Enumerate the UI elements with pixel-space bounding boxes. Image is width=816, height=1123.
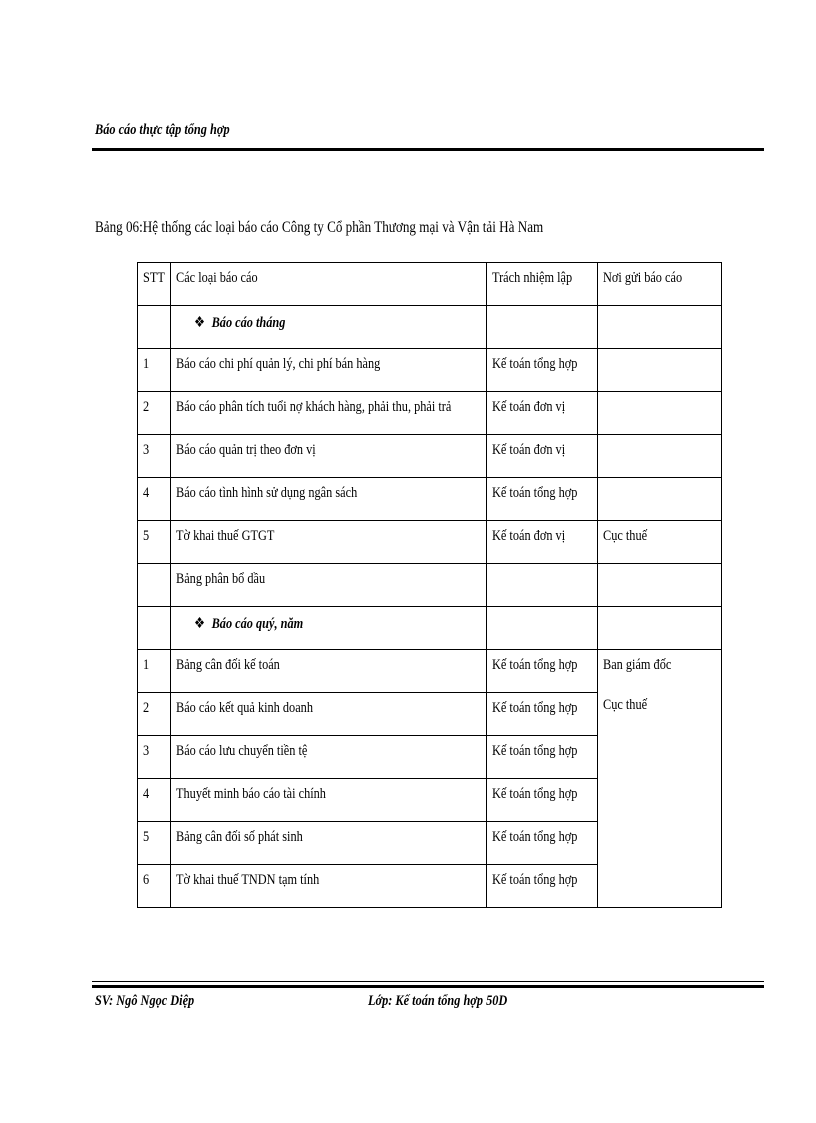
row-stt: 4 [143, 786, 150, 802]
footer-student-name: SV: Ngô Ngọc Diệp [95, 993, 195, 1009]
row-responsible: Kế toán tổng hợp [492, 356, 578, 372]
recipient-board-of-directors: Ban giám đốc [603, 657, 672, 673]
table-row [138, 564, 722, 607]
section-title-monthly: Báo cáo tháng [211, 315, 286, 331]
row-stt: 4 [143, 485, 150, 501]
row-report-name: Báo cáo lưu chuyển tiền tệ [176, 743, 308, 759]
row-stt: 2 [143, 399, 150, 415]
row-stt: 1 [143, 657, 150, 673]
row-stt: 1 [143, 356, 150, 372]
page-header-title: Báo cáo thực tập tổng hợp [95, 122, 230, 138]
row-responsible: Kế toán đơn vị [492, 528, 566, 544]
row-stt: 3 [143, 743, 150, 759]
section-title-quarterly: Báo cáo quý, năm [211, 616, 304, 632]
row-stt: 3 [143, 442, 150, 458]
table-header-row [138, 263, 722, 306]
recipient-tax-department: Cục thuế [603, 697, 648, 713]
row-responsible: Kế toán tổng hợp [492, 786, 578, 802]
row-report-name: Bảng cân đối kế toán [176, 657, 280, 673]
row-responsible: Kế toán tổng hợp [492, 743, 578, 759]
merged-recipient-cell [598, 650, 722, 908]
row-responsible: Kế toán đơn vị [492, 442, 566, 458]
section-row-quarterly [138, 607, 722, 650]
row-report-name: Bảng cân đối số phát sinh [176, 829, 303, 845]
row-recipient: Cục thuế [603, 528, 648, 544]
row-report-name: Tờ khai thuế GTGT [176, 528, 275, 544]
column-header-report-type: Các loại báo cáo [176, 270, 258, 286]
row-stt: 6 [143, 872, 150, 888]
table-row [138, 392, 722, 435]
column-header-responsible: Trách nhiệm lập [492, 270, 573, 286]
header-divider [92, 148, 764, 151]
row-responsible: Kế toán tổng hợp [492, 700, 578, 716]
column-header-stt: STT [143, 270, 165, 286]
report-types-table [137, 262, 722, 908]
row-responsible: Kế toán đơn vị [492, 399, 566, 415]
column-header-recipient: Nơi gửi báo cáo [603, 270, 683, 286]
row-stt: 2 [143, 700, 150, 716]
table-row [138, 435, 722, 478]
diamond-bullet-icon: ❖ [194, 315, 206, 331]
section-row-monthly [138, 306, 722, 349]
row-stt: 5 [143, 829, 150, 845]
row-responsible: Kế toán tổng hợp [492, 485, 578, 501]
table-row [138, 349, 722, 392]
row-report-name: Báo cáo phân tích tuổi nợ khách hàng, phải thu, phải trả [176, 399, 452, 415]
row-report-name: Báo cáo tình hình sử dụng ngân sách [176, 485, 358, 501]
row-report-name: Tờ khai thuế TNDN tạm tính [176, 872, 320, 888]
table-row [138, 521, 722, 564]
footer-class-name: Lớp: Kế toán tổng hợp 50D [368, 993, 508, 1009]
row-report-name: Báo cáo quản trị theo đơn vị [176, 442, 316, 458]
footer-divider-thick [92, 985, 764, 988]
table-row [138, 650, 722, 693]
table-caption: Bảng 06:Hệ thống các loại báo cáo Công ty Cổ phần Thương mại và Vận tải Hà Nam [95, 219, 544, 236]
row-report-name: Thuyết minh báo cáo tài chính [176, 786, 326, 802]
row-report-name: Báo cáo chi phí quản lý, chi phí bán hàng [176, 356, 381, 372]
footer-divider-thin [92, 981, 764, 982]
row-responsible: Kế toán tổng hợp [492, 872, 578, 888]
row-stt: 5 [143, 528, 150, 544]
row-responsible: Kế toán tổng hợp [492, 657, 578, 673]
row-report-name: Báo cáo kết quả kinh doanh [176, 700, 313, 716]
table-row [138, 478, 722, 521]
diamond-bullet-icon: ❖ [194, 616, 206, 632]
row-report-name: Bảng phân bổ dầu [176, 571, 266, 587]
row-responsible: Kế toán tổng hợp [492, 829, 578, 845]
